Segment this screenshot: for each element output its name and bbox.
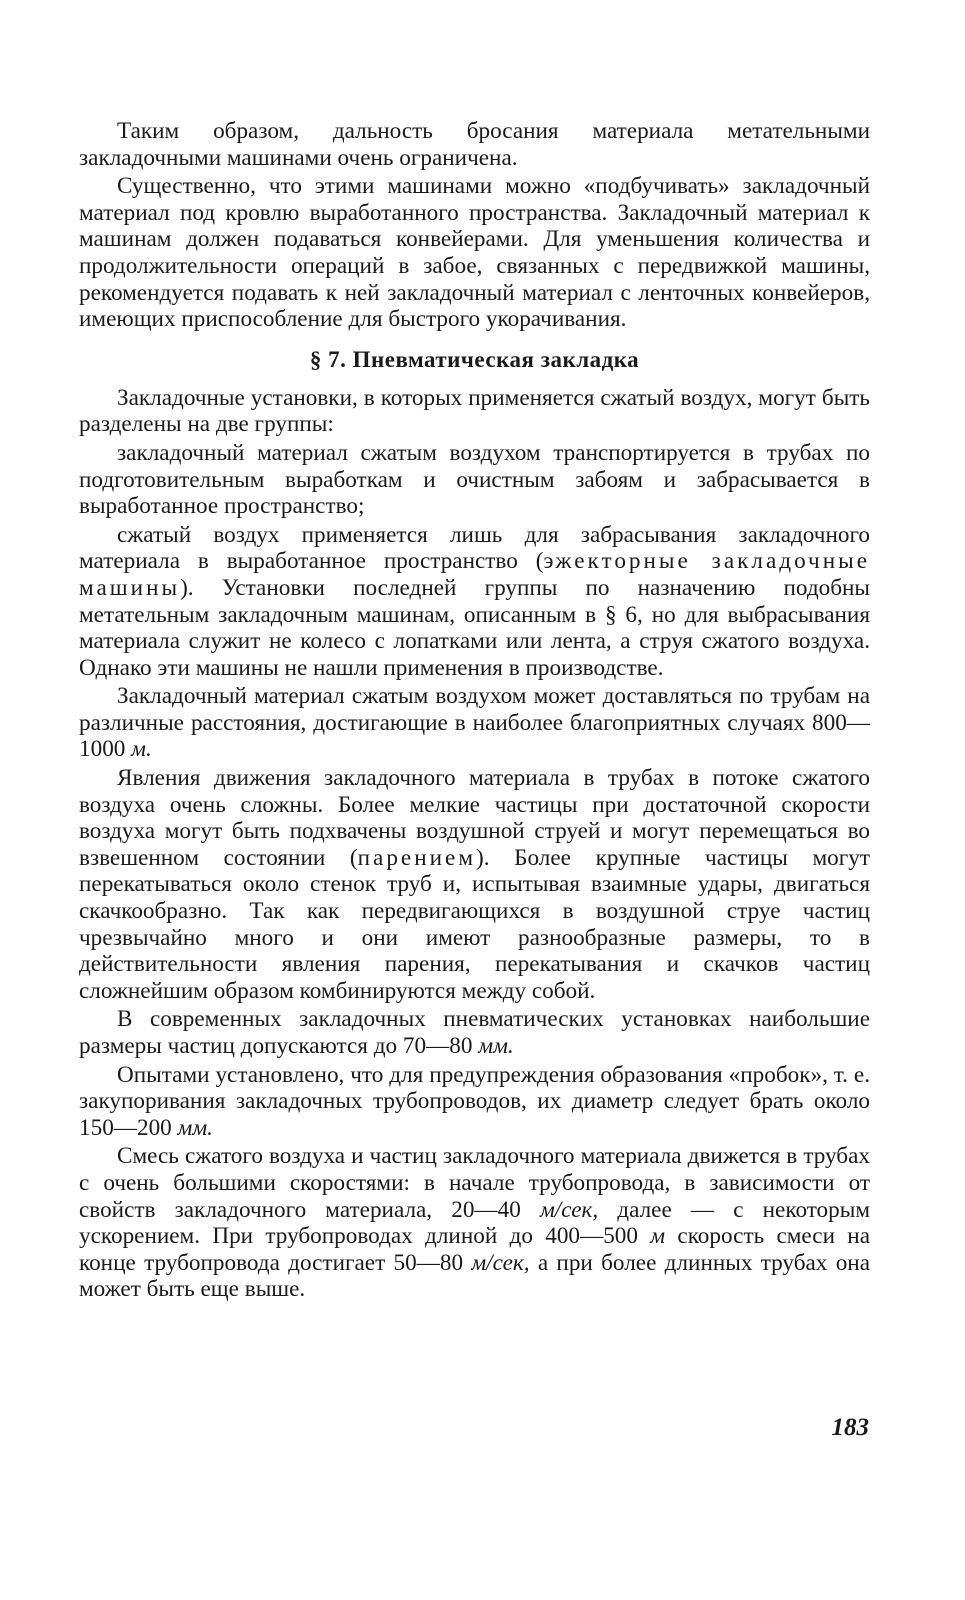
text-run: сжатый воздух применяется лишь для забрасывания закладочного материала в выработанное пространство ( xyxy=(79,521,870,575)
section-heading: § 7. Пневматическая закладка xyxy=(309,346,640,372)
text-run: Смесь сжатого воздуха и частиц закладочного материала движется в трубах с очень большими скоростями: в начале трубопровода, в зависимости от свойств закладочного материала, 20—40 xyxy=(79,1143,870,1223)
paragraph: Существенно, что этими машинами можно «подбучивать» закладочный материал под кровлю выработанного пространства. Закладочный материал к машинам должен подаваться конвейерами. Для уменьшения количества и продолжительности операций в забое, связанных с передвижкой машины, рекомендуется подавать к ней закладочный материал с ленточных конвейеров, имеющих приспособление для быстрого укорачивания. xyxy=(79,173,870,333)
paragraph xyxy=(79,522,870,682)
text-run: Опытами установлено, что для предупреждения образования «пробок», т. е. закупоривания закладочных трубопроводов, их диаметр следует брать около 150—200 xyxy=(79,1061,870,1141)
text-run: а при более длинных трубах она может быть еще выше. xyxy=(79,1249,870,1303)
spaced-term: эжекторные закладочные машины xyxy=(79,548,870,601)
unit: мм. xyxy=(177,1114,213,1141)
text-run: скорость смеси на конце трубопровода достигает 50—80 xyxy=(79,1223,870,1276)
text-run: Закладочный материал сжатым воздухом может доставляться по трубам на различные расстояния, достигающие в наиболее благоприятных случаях 800—1000 xyxy=(79,683,870,763)
page-number: 183 xyxy=(831,1414,869,1441)
text-run: Явления движения закладочного материала в трубах в потоке сжатого воздуха очень сложны. Более мелкие частицы при достаточной скорости воздуха могут быть подхвачены воздушной струей и могут перемещаться во взвешенном состоянии ( xyxy=(79,765,870,871)
paragraph: Таким образом, дальность бросания материала метательными закладочными машинами очень ограничена. xyxy=(79,118,870,171)
text-run: ). Более крупные частицы могут перекатываться около стенок труб и, испытывая взаимные удары, двигаться скачкообразно. Так как передвигающихся в воздушной струе частиц чрезвычайно много и они имеют разнообразные размеры, то в действительности явления парения, перекатывания и скачков частиц сложнейшим образом комбинируются между собой. xyxy=(79,844,870,1004)
text-run: В современных закладочных пневматических установках наибольшие размеры частиц допускаются до 70—80 xyxy=(79,1006,870,1059)
paragraph: закладочный материал сжатым воздухом транспортируется в трубах по подготовительным выработкам и очистным забоям и забрасывается в выработанное пространство; xyxy=(79,439,870,520)
paragraph xyxy=(79,1143,870,1303)
body-text xyxy=(79,118,870,1303)
unit: м. xyxy=(131,736,152,763)
unit: м/сек, xyxy=(471,1249,530,1276)
text-run: ). Установки последней группы по назначению подобны метательным закладочным машинам, описанным в § 6, но для выбрасывания материала служит не колесо с лопатками или лента, а струя сжатого воздуха. Однако эти машины не нашли применения в производстве. xyxy=(79,574,870,681)
spaced-term: парением xyxy=(357,844,477,871)
unit: мм. xyxy=(478,1033,514,1059)
paragraph: Закладочные установки, в которых применяется сжатый воздух, могут быть разделены на две группы: xyxy=(79,384,870,438)
unit: м/сек, xyxy=(539,1196,599,1223)
text-run: далее — с некоторым ускорением. При трубопроводах длиной до 400—500 xyxy=(79,1196,870,1250)
paragraph xyxy=(79,683,870,763)
paragraph xyxy=(79,1006,870,1059)
unit: м xyxy=(650,1223,666,1250)
paragraph xyxy=(79,1062,870,1142)
paragraph xyxy=(79,765,870,1004)
